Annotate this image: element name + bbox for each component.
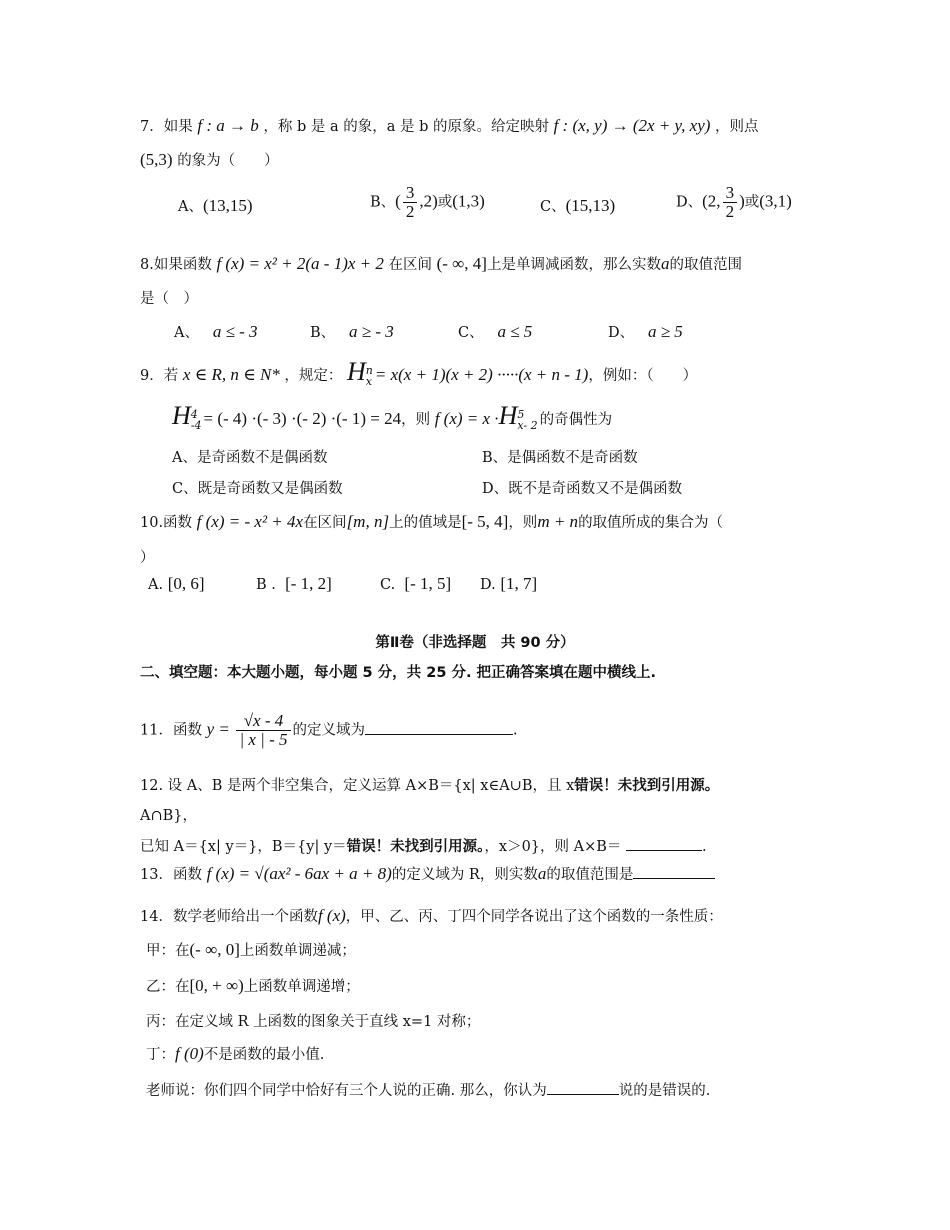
q11-line bbox=[140, 712, 518, 749]
q14-line1 bbox=[140, 906, 723, 927]
q9-h-symbol: H bbox=[347, 357, 366, 386]
q7-option-c-label: C、 bbox=[540, 199, 566, 215]
q7-option-b-numerator: 3 bbox=[403, 184, 418, 203]
q8-function: f (x) = x² + 2(a - 1)x + 2 bbox=[216, 254, 384, 273]
q12-ask: ，x＞0}，则 A×B＝ bbox=[484, 839, 622, 855]
q10-text2: 上的值域是 bbox=[389, 515, 462, 531]
q9-example-h-symbol: H bbox=[172, 401, 191, 430]
q9-example-text: ，则 bbox=[401, 412, 431, 428]
q10-option-a bbox=[148, 574, 205, 595]
q10-line1 bbox=[140, 512, 723, 533]
q10-option-c-label: C. bbox=[380, 577, 396, 593]
q8-options bbox=[0, 322, 950, 346]
q7-option-b-denominator: 2 bbox=[405, 202, 415, 221]
q7-number: 7．如果 bbox=[140, 119, 193, 135]
q10-options bbox=[0, 574, 950, 600]
q9-h-sub: x bbox=[365, 375, 372, 388]
q9-option-a: A、是奇函数不是偶函数 bbox=[172, 450, 328, 466]
q11-answer-blank[interactable] bbox=[365, 720, 513, 735]
q7-option-d-close: ) bbox=[739, 191, 745, 211]
q14-tail: ，甲、乙、丙、丁四个同学各说出了这个函数的一条性质： bbox=[345, 909, 723, 925]
q7-option-b-label: B、 bbox=[370, 194, 396, 211]
section2-title: 第Ⅱ卷（非选择题 共 90 分） bbox=[375, 635, 575, 651]
q14-yi bbox=[146, 976, 360, 997]
q8-option-c-label: C、 bbox=[458, 325, 484, 341]
q10-number: 10.函数 bbox=[140, 515, 193, 531]
q7-option-d-open: (2, bbox=[702, 191, 721, 211]
q8-line2 bbox=[140, 289, 198, 309]
q9-line1 bbox=[140, 357, 698, 388]
q10-option-c bbox=[380, 574, 451, 595]
q14-ding-f: f (0) bbox=[175, 1044, 204, 1063]
q7-option-d-numerator: 3 bbox=[723, 184, 738, 203]
q11-fraction bbox=[236, 712, 290, 749]
q14-jia-post: 上函数单调递减； bbox=[239, 943, 356, 959]
q7-line2 bbox=[140, 150, 279, 171]
q7-text: ，称 b 是 a 的象，a 是 b 的原象。给定映射 bbox=[263, 119, 549, 135]
q8-option-b-value: a ≥ - 3 bbox=[348, 322, 394, 341]
q8-variable: a bbox=[660, 254, 670, 273]
q13-tail: 的取值范围是 bbox=[546, 867, 634, 883]
q7-option-b bbox=[370, 184, 485, 221]
q10-option-d-value: [1, 7] bbox=[500, 574, 538, 593]
q9-option-b: B、是偶函数不是奇函数 bbox=[482, 450, 638, 466]
q12-period: . bbox=[702, 839, 707, 855]
q14-yi-interval: [0, + ∞) bbox=[189, 976, 244, 995]
q7-map-general: f : a → b bbox=[197, 116, 259, 135]
q7-option-d-alt: (3,1) bbox=[759, 191, 792, 211]
q8-interval: (- ∞, 4] bbox=[436, 254, 487, 273]
q7-option-d-or: 或 bbox=[744, 194, 760, 211]
q8-option-b-label: B、 bbox=[310, 325, 336, 341]
q9-example-value: = (- 4) ·(- 3) ·(- 2) ·(- 1) = 24 bbox=[203, 409, 402, 428]
q7-option-a-label: A、 bbox=[178, 199, 203, 215]
q10-option-a-value: [0, 6] bbox=[167, 574, 205, 593]
q7-option-b-alt: (1,3) bbox=[452, 191, 485, 211]
q11-period: . bbox=[513, 722, 518, 739]
q9-function-indices bbox=[517, 409, 537, 431]
q13-variable: a bbox=[537, 864, 547, 883]
q8-option-d bbox=[608, 322, 683, 343]
section2-heading: 二、填空题：本大题小题，每小题 5 分，共 25 分. 把正确答案填在题中横线上. bbox=[140, 665, 657, 681]
q8-number: 8.如果函数 bbox=[140, 257, 212, 273]
q7-option-b-or: 或 bbox=[437, 194, 453, 211]
q13-line bbox=[140, 864, 715, 885]
q12-line2: A∩B}， bbox=[140, 808, 198, 824]
q7-option-c-value: (15,13) bbox=[565, 196, 616, 215]
q7-option-a-value: (13,15) bbox=[202, 196, 253, 215]
q11-denominator: | x | - 5 bbox=[239, 730, 288, 749]
q14-ding-pre: 丁： bbox=[146, 1047, 175, 1063]
q7-options bbox=[0, 183, 950, 226]
q7-option-a bbox=[178, 196, 253, 217]
q12-text: 12. 设 A、B 是两个非空集合，定义运算 A×B＝{x| x∈A∪B，且 x bbox=[140, 778, 575, 794]
q8-text: 在区间 bbox=[388, 257, 432, 273]
q10-text3: ，则 bbox=[508, 515, 538, 531]
q8-option-c bbox=[458, 322, 532, 343]
q9-option-d: D、既不是奇函数又不是偶函数 bbox=[482, 481, 683, 497]
q10-interval: [m, n] bbox=[346, 512, 390, 531]
q14-jia-interval: (- ∞, 0] bbox=[189, 940, 240, 959]
q14-yi-post: 上函数单调递增； bbox=[243, 979, 360, 995]
q9-function-tail: 的奇偶性为 bbox=[539, 412, 613, 428]
q13-text: 的定义域为 R，则实数 bbox=[391, 867, 538, 883]
q9-example-sup: 4 bbox=[190, 408, 198, 421]
q9-definition: = x(x + 1)(x + 2) ·····(x + n - 1) bbox=[374, 365, 589, 384]
q9-function-sup: 5 bbox=[517, 408, 525, 421]
q10-option-d-label: D. bbox=[480, 577, 496, 593]
q10-option-b bbox=[256, 574, 332, 595]
q7-point: (5,3) bbox=[140, 150, 173, 169]
q13-number: 13．函数 bbox=[140, 867, 202, 883]
q8-line1 bbox=[140, 254, 742, 275]
q14-function: f (x) bbox=[317, 906, 346, 925]
q7-option-b-fraction bbox=[403, 184, 418, 221]
q7-option-c bbox=[540, 196, 615, 217]
q9-condition: x ∈ R, n ∈ N* bbox=[182, 365, 280, 384]
q10-option-d bbox=[480, 574, 537, 595]
q9-function-h-symbol: H bbox=[498, 401, 518, 430]
q9-example-sub: -4 bbox=[190, 419, 202, 432]
q14-number: 14．数学老师给出一个函数 bbox=[140, 909, 318, 925]
q14-jia-pre: 甲：在 bbox=[146, 943, 190, 959]
q7-map-given: f : (x, y) → (2x + y, xy) bbox=[553, 116, 711, 135]
q7-option-b-open: ( bbox=[395, 191, 401, 211]
q9-h-sup: n bbox=[365, 364, 373, 377]
q14-yi-pre: 乙：在 bbox=[146, 979, 190, 995]
q14-answer-blank[interactable] bbox=[547, 1080, 619, 1095]
q12-error-ref-1: 错误！未找到引用源。 bbox=[574, 778, 720, 794]
q9-function: f (x) = x · bbox=[434, 409, 499, 428]
q10-option-b-label: B . bbox=[256, 577, 276, 593]
q11-y: y = bbox=[206, 719, 230, 739]
q8-option-a-label: A、 bbox=[174, 325, 199, 341]
q11-tail: 的定义域为 bbox=[292, 722, 366, 739]
q10-option-b-value: [- 1, 2] bbox=[285, 574, 332, 593]
q14-teacher bbox=[146, 1080, 710, 1101]
q9-function-sub: x- 2 bbox=[517, 419, 538, 432]
q10-expression: m + n bbox=[537, 512, 579, 531]
q9-option-c: C、既是奇函数又是偶函数 bbox=[172, 481, 343, 497]
q7-line1 bbox=[140, 116, 759, 137]
q12-given: 已知 A＝{x| y＝}，B＝{y| y＝ bbox=[140, 839, 347, 855]
q7-option-d-fraction bbox=[723, 184, 738, 221]
q8-option-a bbox=[174, 322, 258, 343]
q8-tail2: 的取值范围 bbox=[669, 257, 742, 273]
q9-tail: ，例如：（ ） bbox=[588, 368, 698, 384]
q9-text: ，规定： bbox=[284, 368, 343, 384]
q11-number: 11．函数 bbox=[140, 722, 202, 739]
q10-range: [- 5, 4] bbox=[461, 512, 509, 531]
q8-tail: 上是单调减函数，那么实数 bbox=[486, 257, 661, 273]
q8-option-d-value: a ≥ 5 bbox=[647, 322, 683, 341]
q7-tail: ，则点 bbox=[715, 119, 759, 135]
q12-line1 bbox=[140, 776, 719, 796]
q14-teacher-pre: 老师说：你们四个同学中恰好有三个人说的正确. 那么，你认为 bbox=[146, 1083, 547, 1099]
q14-ding bbox=[146, 1044, 324, 1065]
q10-function: f (x) = - x² + 4x bbox=[196, 512, 304, 531]
q14-jia bbox=[146, 940, 356, 961]
q12-error-ref-2: 错误！未找到引用源。 bbox=[346, 839, 485, 855]
q9-number: 9．若 bbox=[140, 368, 179, 384]
q10-option-c-value: [- 1, 5] bbox=[404, 574, 452, 593]
q9-example-indices bbox=[191, 409, 202, 431]
q11-numerator: √x - 4 bbox=[236, 712, 290, 731]
q10-option-a-label: A. bbox=[148, 577, 164, 593]
q7-option-d bbox=[676, 184, 792, 221]
q10-line2: ） bbox=[140, 550, 155, 566]
q13-answer-blank[interactable] bbox=[633, 864, 715, 879]
q7-option-d-label: D、 bbox=[676, 194, 703, 211]
q8-option-c-value: a ≤ 5 bbox=[497, 322, 533, 341]
q8-option-a-value: a ≤ - 3 bbox=[212, 322, 258, 341]
q12-answer-blank[interactable] bbox=[626, 836, 702, 851]
q9-line2 bbox=[172, 401, 613, 432]
q8-option-b bbox=[310, 322, 394, 343]
q7-ask: 的象为（ ） bbox=[177, 153, 279, 169]
q8-ask: 是（ ） bbox=[140, 291, 198, 307]
q10-text: 在区间 bbox=[303, 515, 347, 531]
q8-option-d-label: D、 bbox=[608, 325, 635, 341]
q12-line3 bbox=[140, 836, 707, 857]
q13-function: f (x) = √(ax² - 6ax + a + 8) bbox=[206, 864, 392, 883]
q10-tail: 的取值所成的集合为（ bbox=[578, 515, 724, 531]
q9-h-indices bbox=[366, 365, 373, 387]
q14-bing: 丙：在定义域 R 上函数的图象关于直线 x=1 对称； bbox=[146, 1014, 481, 1030]
q14-teacher-post: 说的是错误的. bbox=[618, 1083, 711, 1099]
q7-option-d-denominator: 2 bbox=[725, 202, 735, 221]
q7-option-b-close: ,2) bbox=[419, 191, 438, 211]
q14-ding-post: 不是函数的最小值. bbox=[203, 1047, 325, 1063]
